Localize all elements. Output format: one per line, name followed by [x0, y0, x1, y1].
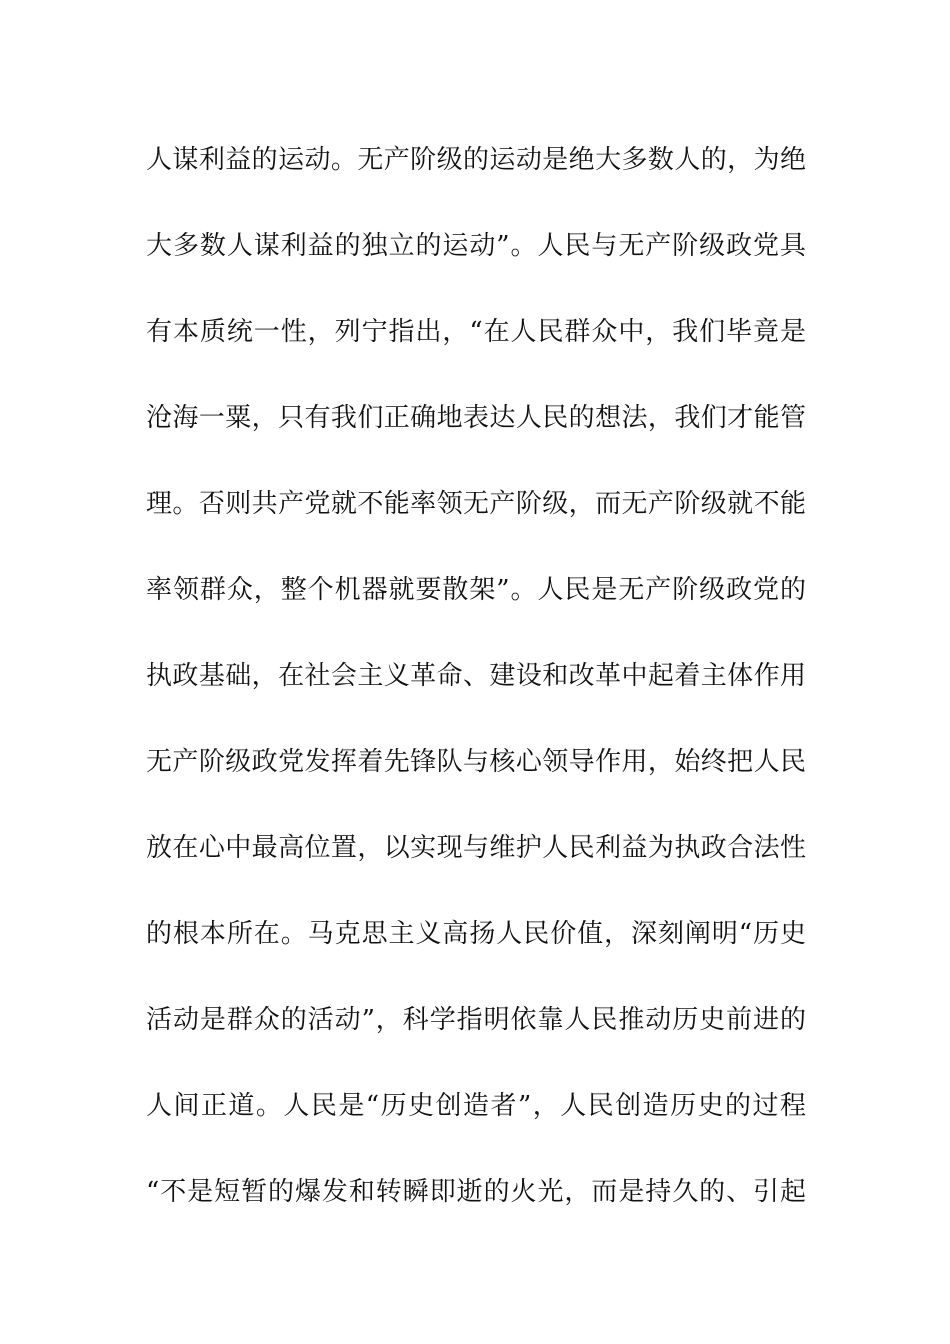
text-line: 有本质统一性，列宁指出，“在人民群众中，我们毕竟是 — [146, 317, 806, 347]
text-line: 放在心中最高位置，以实现与维护人民利益为执政合法性 — [146, 833, 806, 863]
text-line: 理。否则共产党就不能率领无产阶级，而无产阶级就不能 — [146, 489, 806, 519]
text-line: 活动是群众的活动”，科学指明依靠人民推动历史前进的 — [146, 1005, 806, 1035]
text-line: “不是短暂的爆发和转瞬即逝的火光，而是持久的、引起 — [146, 1177, 806, 1207]
body-text — [146, 138, 806, 1256]
text-line: 率领群众，整个机器就要散架”。人民是无产阶级政党的 — [146, 575, 806, 605]
text-line: 人谋利益的运动。无产阶级的运动是绝大多数人的，为绝 — [146, 145, 806, 175]
text-line: 大多数人谋利益的独立的运动”。人民与无产阶级政党具 — [146, 231, 806, 261]
text-line: 执政基础，在社会主义革命、建设和改革中起着主体作用 — [146, 661, 806, 691]
text-line: 无产阶级政党发挥着先锋队与核心领导作用，始终把人民 — [146, 747, 806, 777]
text-line: 沧海一粟，只有我们正确地表达人民的想法，我们才能管 — [146, 403, 806, 433]
text-line: 的根本所在。马克思主义高扬人民价值，深刻阐明“历史 — [146, 919, 806, 949]
text-line: 人间正道。人民是“历史创造者”，人民创造历史的过程 — [146, 1091, 806, 1121]
